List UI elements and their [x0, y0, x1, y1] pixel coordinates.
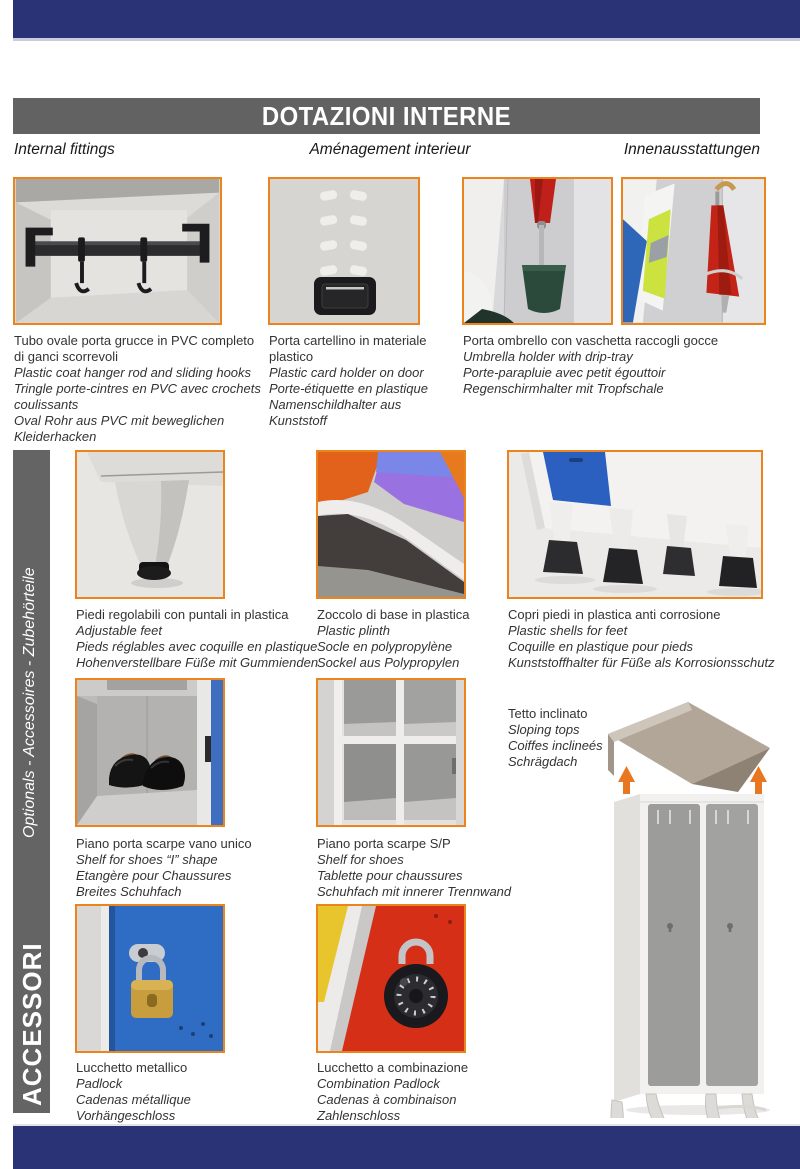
caption-line-fr: Socle en polypropylène [317, 639, 453, 654]
photo-coat-hanger-rod [13, 177, 222, 325]
photo-combination-padlock [316, 904, 466, 1053]
caption-line-de: Schuhfach mit innerer Trennwand [317, 884, 512, 899]
caption-line-fr: Porte-parapluie avec petit égouttoir [463, 365, 666, 380]
caption-line-de: Namenschildhalter aus Kunststoff [269, 397, 402, 428]
caption-line-en: Umbrella holder with drip-tray [463, 349, 633, 364]
photo-padlock [75, 904, 225, 1053]
combination-padlock-image [318, 906, 464, 1051]
caption-line-it: Piedi regolabili con puntali in plastica [76, 607, 289, 622]
bottom-navy-bar [13, 1124, 800, 1169]
subtitle-french: Aménagement interieur [309, 141, 471, 158]
caption-line-en: Plastic coat hanger rod and sliding hooks [14, 365, 252, 380]
subtitle-german: Innenausstattungen [623, 141, 760, 158]
caption-feet-shells [508, 607, 800, 671]
caption-line-fr: Etangère pour Chaussures [76, 868, 232, 883]
shoe-shelf-i-image [77, 680, 223, 825]
feet-shells-image [509, 452, 761, 597]
caption-plastic-plinth [317, 607, 537, 671]
caption-line-it: Lucchetto metallico [76, 1060, 188, 1075]
caption-line-fr: Coquille en plastique pour pieds [508, 639, 694, 654]
locker-sloping-top-image [598, 698, 780, 1118]
caption-line-en: Plastic plinth [317, 623, 390, 638]
adjustable-foot-image [77, 452, 223, 597]
padlock-image [77, 906, 223, 1051]
caption-line-en: Padlock [76, 1076, 123, 1091]
caption-line-en: Shelf for shoes [317, 852, 404, 867]
photo-plastic-plinth [316, 450, 466, 599]
caption-line-de: Regenschirmhalter mit Tropfschale [463, 381, 664, 396]
caption-line-fr: Cadenas métallique [76, 1092, 191, 1107]
coat-hanger-rod-image [15, 179, 220, 323]
caption-line-it: Lucchetto a combinazione [317, 1060, 469, 1075]
photo-umbrella-holder [462, 177, 613, 325]
caption-line-fr: Pieds réglables avec coquille en plastique [76, 639, 318, 654]
caption-line-en: Plastic shells for feet [508, 623, 628, 638]
caption-line-en: Sloping tops [508, 722, 580, 737]
caption-line-en: Plastic card holder on door [269, 365, 424, 380]
caption-line-it: Zoccolo di base in plastica [317, 607, 470, 622]
caption-line-de: Kunststoffhalter für Füße als Korrosionsschutz [508, 655, 775, 670]
plastic-plinth-image [318, 452, 464, 597]
caption-shoe-shelf-sp [317, 836, 557, 900]
caption-line-en: Combination Padlock [317, 1076, 440, 1091]
caption-line-it: Porta cartellino in materiale plastico [269, 333, 427, 364]
caption-line-fr: Tringle porte-cintres en PVC avec crochets coulissants [14, 381, 261, 412]
caption-combination-padlock [317, 1060, 517, 1124]
card-holder-image [270, 179, 418, 323]
caption-line-en: Shelf for shoes “I” shape [76, 852, 218, 867]
caption-line-de: Oval Rohr aus PVC mit beweglichen Kleiderhacken [14, 413, 225, 444]
caption-padlock [76, 1060, 276, 1124]
caption-coat-hanger-rod [14, 333, 266, 445]
caption-adjustable-feet [76, 607, 356, 671]
caption-line-de: Zahlenschloss [317, 1108, 401, 1123]
caption-line-it: Tubo ovale porta grucce in PVC completo di ganci scorrevoli [14, 333, 255, 364]
illustration-locker-sloping-top [598, 698, 780, 1118]
subtitle-english: Internal fittings [14, 141, 115, 158]
photo-adjustable-foot [75, 450, 225, 599]
sidebar-title: ACCESSORI [17, 942, 47, 1106]
caption-shoe-shelf-i [76, 836, 316, 900]
caption-line-de: Vorhängeschloss [76, 1108, 176, 1123]
caption-line-de: Breites Schuhfach [76, 884, 182, 899]
caption-line-fr: Tablette pour chaussures [317, 868, 463, 883]
photo-shoe-shelf-sp [316, 678, 466, 827]
caption-line-de: Schrägdach [508, 754, 578, 769]
photo-shoe-shelf-i [75, 678, 225, 827]
page-title: DOTAZIONI INTERNE [261, 100, 512, 131]
caption-line-fr: Cadenas à combinaison [317, 1092, 457, 1107]
caption-line-it: Tetto inclinato [508, 706, 588, 721]
caption-line-it: Piano porta scarpe S/P [317, 836, 451, 851]
photo-umbrella-hanging [621, 177, 766, 325]
photo-card-holder [268, 177, 420, 325]
umbrella-holder-image [464, 179, 611, 323]
photo-feet-shells [507, 450, 763, 599]
caption-line-en: Adjustable feet [76, 623, 163, 638]
shoe-shelf-sp-image [318, 680, 464, 825]
top-navy-bar [13, 0, 800, 41]
section-title-bar [13, 98, 760, 134]
umbrella-hanging-image [623, 179, 764, 323]
caption-umbrella-holder [463, 333, 773, 397]
caption-line-it: Piano porta scarpe vano unico [76, 836, 252, 851]
caption-line-fr: Coiffes inclineés [508, 738, 603, 753]
caption-line-it: Porta ombrello con vaschetta raccogli gocce [463, 333, 719, 348]
caption-card-holder [269, 333, 445, 429]
caption-line-it: Copri piedi in plastica anti corrosione [508, 607, 721, 622]
caption-line-de: Hohenverstellbare Füße mit Gummienden [76, 655, 319, 670]
sidebar-subtitle: Optionals - Accessoires - Zubehörteile [21, 567, 38, 838]
caption-line-de: Sockel aus Polypropylen [317, 655, 460, 670]
caption-line-fr: Porte-étiquette en plastique [269, 381, 428, 396]
